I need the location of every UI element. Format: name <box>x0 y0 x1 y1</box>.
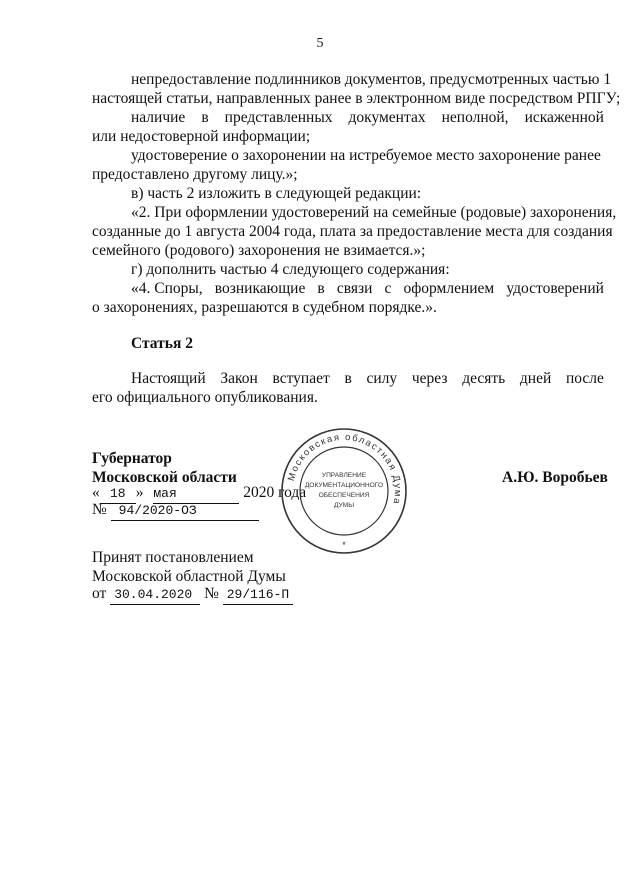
signatory-name: А.Ю. Воробьев <box>502 469 608 486</box>
body-line: семейного (родового) захоронения не взимается.»; <box>92 242 426 259</box>
word: через <box>411 370 448 387</box>
body-line: г) дополнить частью 4 следующего содержания: <box>131 261 450 278</box>
word: в <box>201 109 209 126</box>
from-label: от <box>92 585 107 602</box>
word: оформлением <box>403 280 495 297</box>
date-open-quote: « <box>92 484 100 501</box>
word: десять <box>462 370 506 387</box>
body-line-justified <box>131 369 604 388</box>
page-number: 5 <box>316 36 324 51</box>
word: в <box>344 370 352 387</box>
word: неполной, <box>441 109 509 126</box>
stamp-inner-line: ОБЕСПЕЧЕНИЯ <box>318 492 370 499</box>
adoption-line: Московской областной Думы <box>92 568 286 585</box>
body-line: или недостоверной информации; <box>92 128 311 145</box>
date-day: 18 <box>100 484 136 504</box>
word: документах <box>348 109 426 126</box>
adoption-number-label: № <box>204 585 219 602</box>
date-year: 2020 года <box>243 484 307 501</box>
word: силу <box>366 370 398 387</box>
word: возникающие <box>214 280 306 297</box>
governor-title: Губернатор <box>92 450 172 467</box>
word: Закон <box>220 370 258 387</box>
word: вступает <box>272 370 330 387</box>
stamp-inner-line: ДОКУМЕНТАЦИОННОГО <box>304 482 384 489</box>
number-value: 94/2020-ОЗ <box>111 501 259 521</box>
date-close-quote: » <box>135 484 144 501</box>
stamp-star-icon: * <box>342 540 346 550</box>
adoption-date: 30.04.2020 <box>110 585 200 605</box>
word: Настоящий <box>131 370 206 387</box>
law-number <box>92 500 259 521</box>
adoption-date-number <box>92 584 293 605</box>
body-line-justified <box>131 108 604 127</box>
word: наличие <box>131 109 186 126</box>
word: после <box>565 370 604 387</box>
word: «4. Споры, <box>131 280 203 297</box>
official-stamp <box>280 427 408 555</box>
stamp-inner-line: УПРАВЛЕНИЕ <box>321 472 367 479</box>
body-line-justified <box>131 279 604 298</box>
body-line: удостоверение о захоронении на истребуемое место захоронение ранее <box>131 147 601 164</box>
body-line: настоящей статьи, направленных ранее в электронном виде посредством РПГУ; <box>92 90 621 107</box>
body-line: о захоронениях, разрешаются в судебном порядке.». <box>92 299 437 316</box>
adoption-line: Принят постановлением <box>92 549 254 566</box>
word: дней <box>519 370 552 387</box>
word: связи <box>336 280 373 297</box>
body-line: в) часть 2 изложить в следующей редакции: <box>131 185 422 202</box>
word: искаженной <box>524 109 604 126</box>
stamp-inner-line: ДУМЫ <box>333 502 355 509</box>
body-line: созданные до 1 августа 2004 года, плата за предоставление места для создания <box>92 223 613 240</box>
body-line: непредоставление подлинников документов, предусмотренных частью 1 <box>131 71 612 88</box>
word: в <box>317 280 325 297</box>
body-line: предоставлено другому лицу.»; <box>92 166 298 183</box>
word: представленных <box>224 109 333 126</box>
word: с <box>384 280 392 297</box>
region-title: Московской области <box>92 469 237 486</box>
article-title: Статья 2 <box>131 335 193 352</box>
body-line: «2. При оформлении удостоверений на семейные (родовые) захоронения, <box>131 204 617 221</box>
adoption-number: 29/116-П <box>223 585 293 605</box>
body-line: его официального опубликования. <box>92 389 318 406</box>
date-month: мая <box>153 484 239 504</box>
number-label: № <box>92 501 107 518</box>
stamp-ring-text: Московская областная Дума <box>285 431 404 507</box>
word: удостоверений <box>506 280 604 297</box>
